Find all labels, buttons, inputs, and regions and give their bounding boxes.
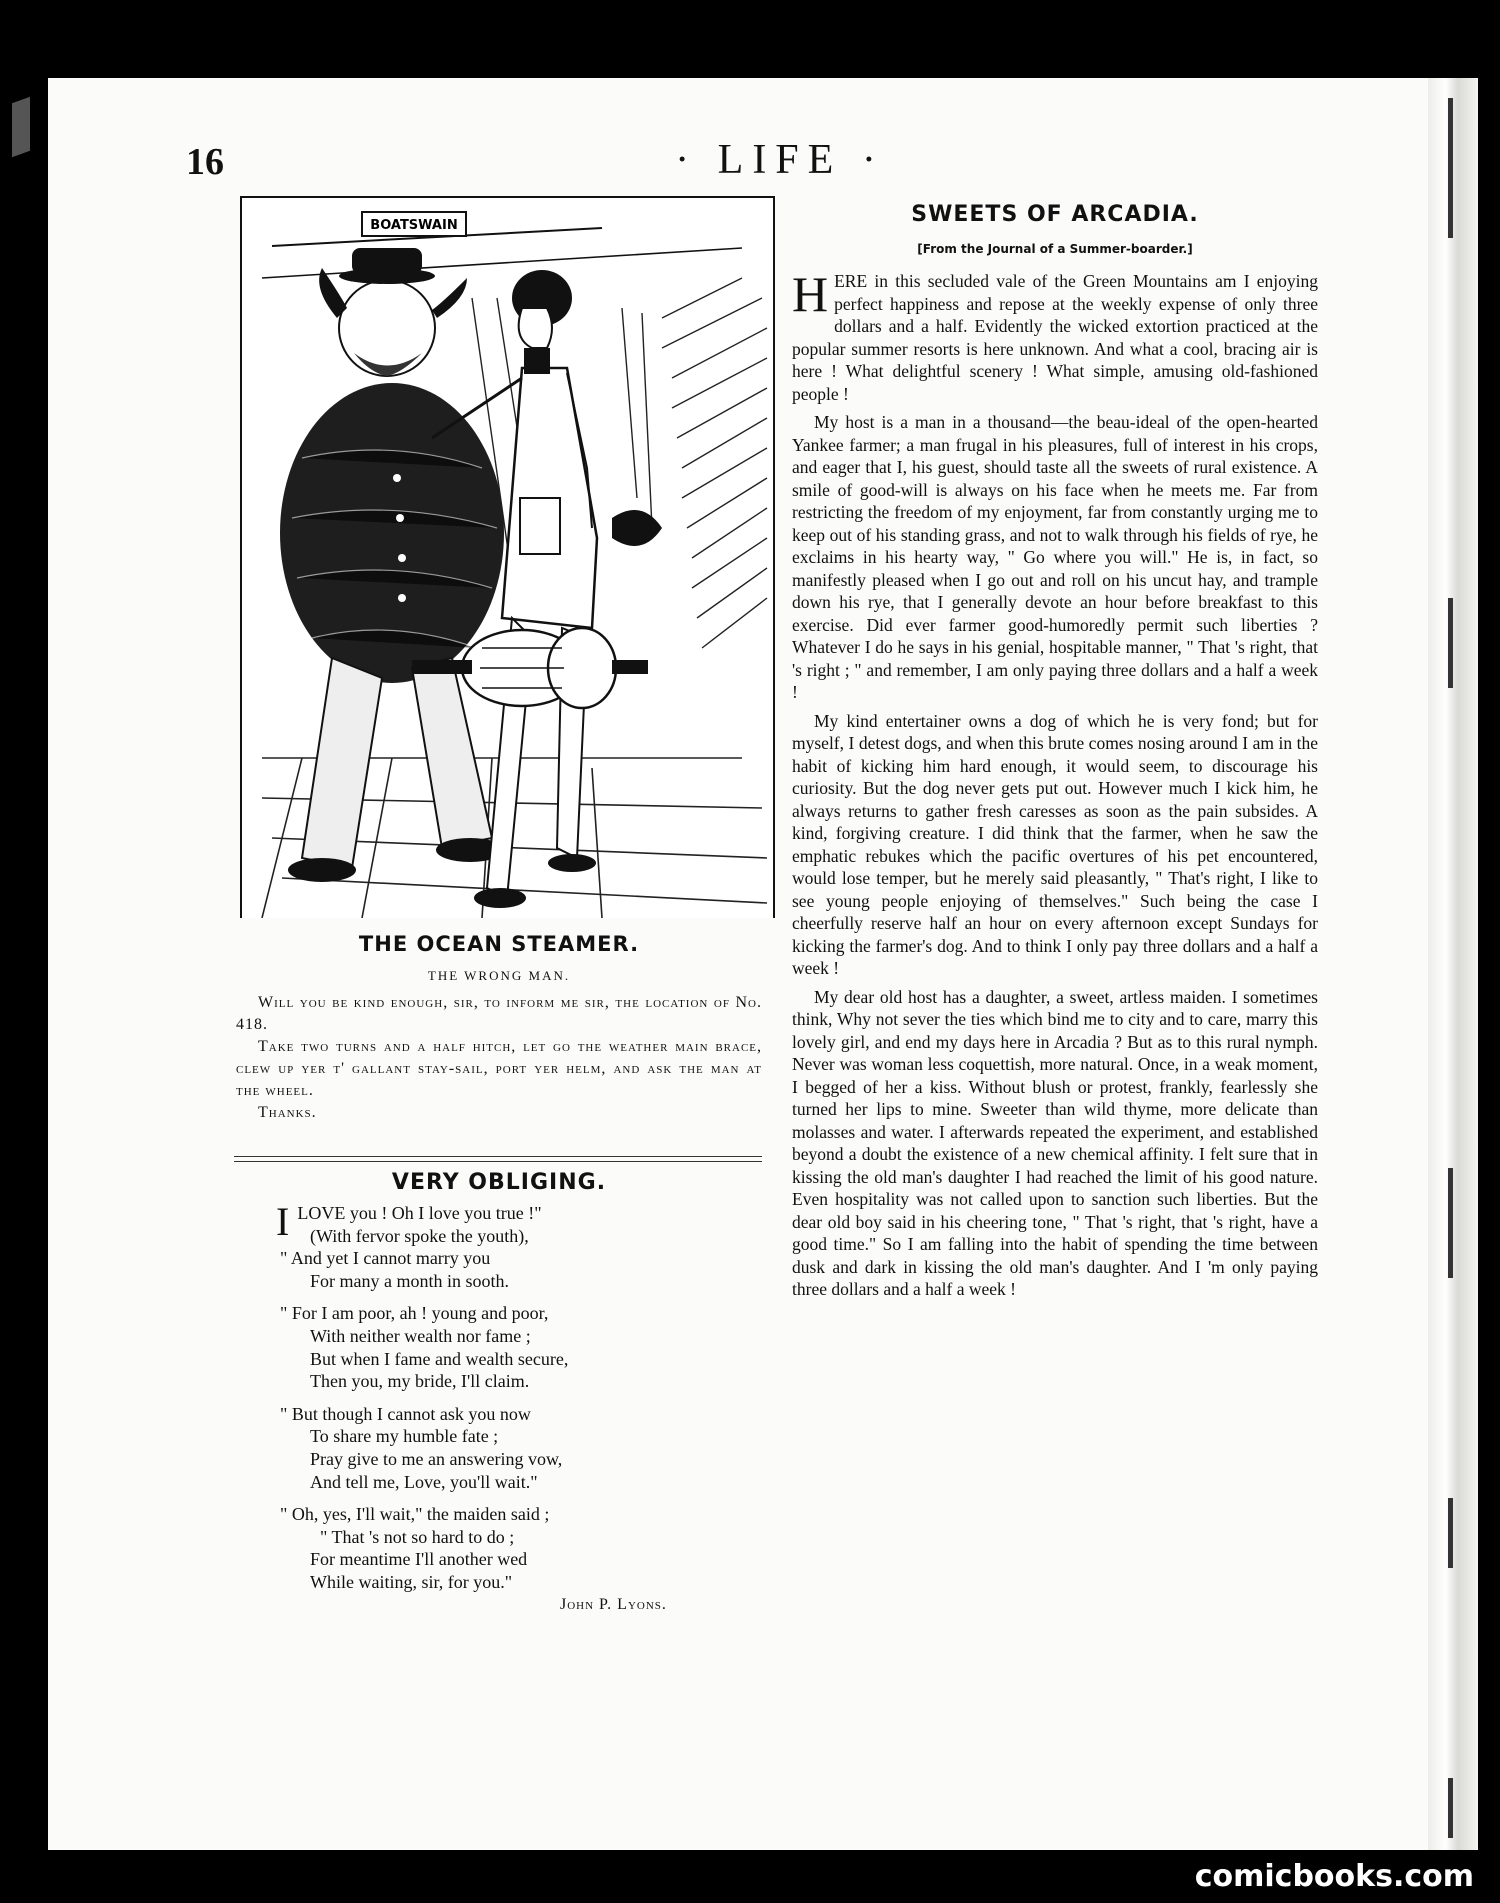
poem-line: Then you, my bride, I'll claim. xyxy=(310,1371,530,1392)
site-watermark: comicbooks.com xyxy=(1194,1859,1474,1894)
very-obliging-poem xyxy=(276,1199,760,1604)
poem-line: " And yet I cannot marry you xyxy=(280,1248,491,1269)
poem-line: " That 's not so hard to do ; xyxy=(320,1526,515,1547)
poem-line: And tell me, Love, you'll wait." xyxy=(310,1471,538,1492)
page-number: 16 xyxy=(186,141,224,183)
sweets-of-arcadia-title: SWEETS OF ARCADIA. xyxy=(911,202,1199,227)
poem-line: LOVE you ! Oh I love you true !" xyxy=(297,1203,542,1223)
very-obliging-title: VERY OBLIGING. xyxy=(391,1170,607,1195)
article-paragraph: HERE in this secluded vale of the Green Mountains am I enjoying perfect happiness and repose at the weekly expense of only three dollars and a half. Evidently the wicked extortion practiced at the popular summer resorts is here unknown. And what a cool, bracing air is here ! What delightful scenery ! What simple, amusing old-fashioned people ! xyxy=(792,266,1318,404)
poem-line: With neither wealth nor fame ; xyxy=(310,1325,531,1346)
poem-stanza xyxy=(276,1199,760,1292)
poem-line: For meantime I'll another wed xyxy=(310,1549,528,1570)
dialogue-line: Thanks. xyxy=(258,1104,317,1121)
article-source: [From the Journal of a Summer-boarder.] xyxy=(917,242,1193,256)
poem-line: To share my humble fate ; xyxy=(310,1426,499,1447)
poem-stanza xyxy=(280,1403,760,1493)
article-paragraph: My host is a man in a thousand—the beau-ideal of the open-hearted Yankee farmer; a man frugal in his pleasures, full of interest in his crops, and eager that I, his guest, should taste all the sweets of rural existence. A smile of good-will is always on his face when he meets me. Far from restricting the freedom of my enjoyment, far from constantly urging me to keep out of his standing grass, and not to walk through his fields of rye, he exclaims in his hearty way, " Go where you will." He is, in fact, so manifestly pleased when I go out and roll on his uncut hay, and trample down his rye, that I generally devote an hour before breakfast to this exercise. Did ever farmer good-humoredly permit such liberties ? Whatever I do he says in his genial, hospitable manner, " That 's right, that 's right ; " and remember, I am only paying three dollars and a half a week ! xyxy=(792,412,1318,702)
poem-stanza xyxy=(280,1503,760,1593)
dialogue-line: Take two turns and a half hitch, let go the weather main brace, clew up yer t' gallant stay-sail, port yer helm, and ask the man at the wheel. xyxy=(236,1038,762,1099)
scan-tab-marker xyxy=(12,97,30,158)
cartoon-illustration xyxy=(240,196,775,918)
article-paragraph: My dear old host has a daughter, a sweet, artless maiden. I sometimes think, Why not sever the ties which bind me to city and to care, marry this lovely girl, and end my days here in Arcadia ? But as to this rural nymph. Never was woman less coquettish, more natural. Once, in a weak moment, I begged of her a kiss. Without blush or protest, frankly, fearlessly she turned her lips to mine. Sweeter than wild thyme, more delicate than molasses and water. I afterwards repeated the experiment, and established beyond a doubt the existence of a new chemical affinity. I felt sure that in kissing the old man's daughter I had reached the limit of his good nature. Even hospitality was not called upon to sanction such liberties. But the dear old boy said in his cheering tone, " That 's right, that 's right, have a good time." So I am falling into the habit of spending the time between dusk and dark in kissing the old man's daughter. And I 'm only paying three dollars and a half a week ! xyxy=(792,986,1318,1299)
scan-border-top xyxy=(0,0,1500,80)
masthead-title: · LIFE · xyxy=(675,137,885,183)
poem-line: While waiting, sir, for you." xyxy=(310,1571,513,1592)
sweets-of-arcadia-article xyxy=(792,266,1318,1307)
ocean-steamer-subtitle: THE WRONG MAN. xyxy=(427,968,571,983)
article-paragraph: My kind entertainer owns a dog of which he is very fond; but for myself, I detest dogs, and when this brute comes nosing around I am in the habit of kicking him hard enough, it would seem, to discourage his curiosity. But the dog never gets put out. However much I kick him, he always returns to gather fresh caresses as soon as the pain subsides. A kind, forgiving creature. I did think that the farmer, when he saw the emphatic rebukes which the pacific overtures of his pet encountered, would lose temper, but he merely said pleasantly, " That's right, I like to see young people enjoying of themselves." Such being the case I cheerfully reserve half an hour on every afternoon except Sundays for kicking the farmer's dog. And to think I only pay three dollars and a half a week ! xyxy=(792,710,1318,978)
poem-line: For many a month in sooth. xyxy=(310,1270,509,1291)
dialogue-line: Will you be kind enough, sir, to inform me sir, the location of No. 418. xyxy=(236,994,762,1033)
poem-drop-cap: I xyxy=(276,1199,290,1244)
poem-line: " But though I cannot ask you now xyxy=(280,1403,531,1424)
poem-line: (With fervor spoke the youth), xyxy=(310,1225,529,1246)
article-drop-cap: H xyxy=(792,266,829,322)
poem-line: But when I fame and wealth secure, xyxy=(310,1348,569,1369)
ocean-steamer-title: THE OCEAN STEAMER. xyxy=(358,932,640,956)
poem-author: John P. Lyons. xyxy=(560,1596,667,1613)
poem-line: " Oh, yes, I'll wait," the maiden said ; xyxy=(280,1504,550,1525)
section-divider xyxy=(234,1156,762,1162)
book-spine xyxy=(1428,78,1478,1850)
poem-stanza xyxy=(280,1302,760,1392)
poem-line: Pray give to me an answering vow, xyxy=(310,1448,563,1469)
boatswain-figure xyxy=(280,248,504,882)
ocean-steamer-dialogue xyxy=(236,992,762,1124)
poem-line: " For I am poor, ah ! young and poor, xyxy=(280,1303,549,1324)
boatswain-sign: BOATSWAIN xyxy=(370,218,458,233)
